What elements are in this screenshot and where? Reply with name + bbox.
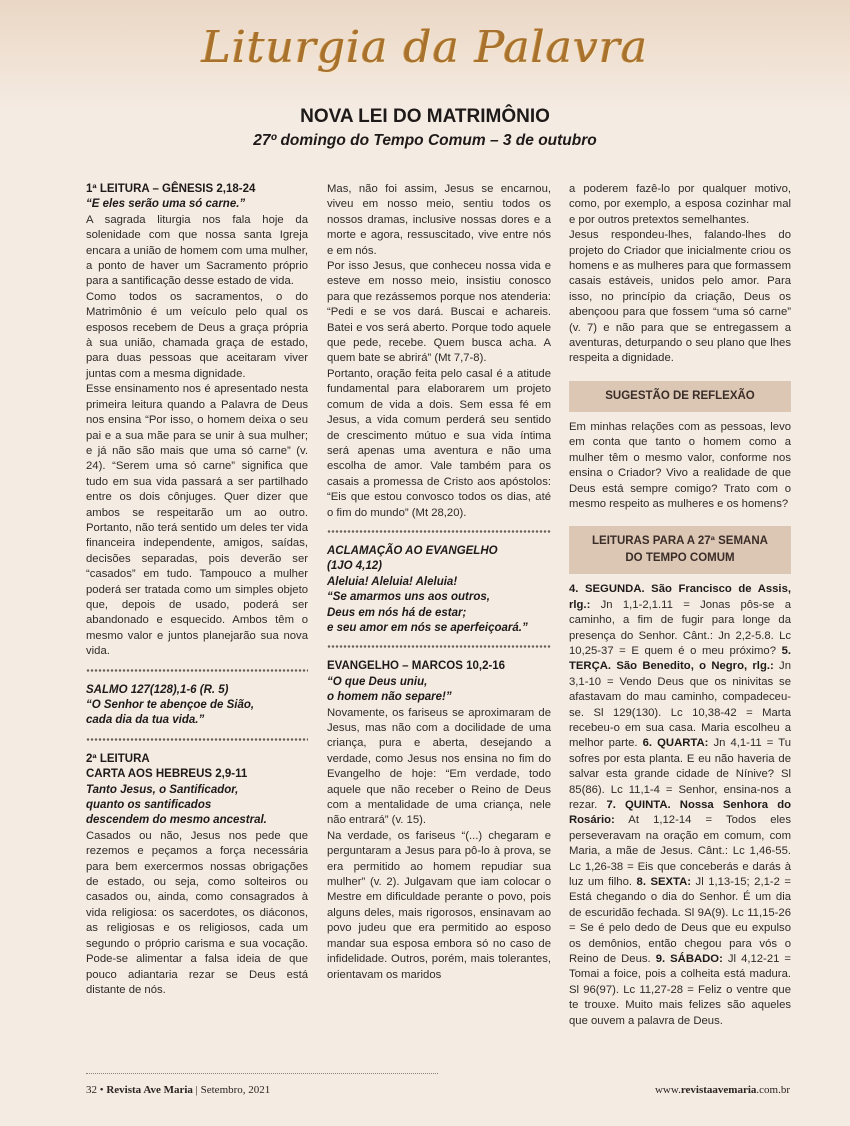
reading1-heading: 1ª LEITURA – GÊNESIS 2,18-24 [86,183,256,195]
gospel-paragraph: Na verdade, os fariseus “(...) chegaram e perguntaram a Jesus para pô-lo à prova, se era permitido ao homem repudiar sua mulher” (v. 2). Julgavam que iam colocar o Mestre em dificuldade perante o povo, pois alguns deles, mais rigorosos, ensinavam ao povo judeu que era permitido ao esposo mandar sua esposa embora só no caso de infidelidade. Outros, porém, mais tolerantes, orientavam os maridos [327,829,551,981]
day-label: 5. TERÇA. São Benedito, o Negro, rlg.: [569,644,791,673]
day-label: 7. QUINTA. Nossa Senhora do Rosário: [569,799,792,827]
body-paragraph: a poderem fazê-lo por qualquer motivo, como, por exemplo, a esposa cozinhar mal e por outros pretextos semelhantes. [569,183,791,226]
week-readings-list [569,582,791,1029]
article-subtitle: 27º domingo do Tempo Comum – 3 de outubro [253,132,597,149]
psalm-line: cada dia da tua vida.” [86,714,205,727]
article-title: NOVA LEI DO MATRIMÔNIO [300,106,550,127]
week-heading-line: DO TEMPO COMUM [625,552,735,565]
body-paragraph: Por isso Jesus, que conheceu nossa vida e esteve em nosso meio, insistiu conosco para que rezássemos porque nos atenderia: “Pedi e se vos dará. Buscai e achareis. Batei e vos será aberto. Porque todo aquele que pede, recebe. Quem busca acha. A quem bate se abrirá” (Mt 7,7-8). [327,260,551,365]
day-readings: Jl 4,12-21 = Tomai a foice, pois a colheita está madura. Sl 96(97). Lc 11,27-28 = Feliz o ventre que te trouxe. Muito mais felizes são aqueles que ouvem a palavra de Deus. [569,953,792,1027]
day-label: 8. SEXTA: [636,876,692,889]
url-suffix: .com.br [756,1084,790,1096]
gospel-quote: o homem não separe!” [327,691,452,704]
body-paragraph: Portanto, oração feita pelo casal é a atitude fundamental para elaborarem um projeto comum de vida a dois. Sem essa fé em Jesus, a vida comum perderá seu sentido de crescimento mútuo e sua vida íntima será apenas uma aventura e não uma escolha de amor. Vale também para os casais a promessa de Cristo aos apóstolos: “Eis que estou convosco todos os dias, até o fim do mundo” (Mt 28,20). [327,367,551,519]
gospel-quote: “O que Deus uniu, [327,675,428,688]
day-label: 6. QUARTA: [642,737,709,750]
week-heading-line: LEITURAS PARA A 27ª SEMANA [592,535,768,548]
reading2-quote: descendem do mesmo ancestral. [86,814,267,827]
body-paragraph: Jesus respondeu-lhes, falando-lhes do projeto do Criador que inicialmente criou os homens e as mulheres para que formassem casais estáveis, unidos pelo amor. Para isso, no princípio da criação, Deus os abençoou para que fossem “uma só carne” (v. 7) e não para que se entregassem a aventuras, deturpando o seu plano que lhes respeita a dignidade. [569,229,791,365]
gospel-heading: EVANGELHO – MARCOS 10,2-16 [327,660,506,673]
column-2 [327,182,551,983]
dotted-separator [327,529,551,534]
page-number: 32 • [86,1084,104,1096]
dotted-separator [86,668,308,673]
reading1-paragraph: A sagrada liturgia nos fala hoje da solenidade com que nossa santa Igreja encara a união de homem com uma mulher, a ponto de haver um Sacramento próprio para a santificação desse estado de vida. [86,213,308,288]
day-label: 4. SEGUNDA. São Francisco de Assis, rlg.: [569,583,791,611]
day-label: 9. SÁBADO: [655,953,723,966]
acclamation-line: Aleluia! Aleluia! Aleluia! [327,575,458,588]
reading2-quote: Tanto Jesus, o Santificador, [86,783,239,796]
reading2-subheading: CARTA AOS HEBREUS 2,9-11 [86,768,248,781]
acclamation-reference: (1JO 4,12) [327,560,382,573]
day-readings: Jl 1,13-15; 2,1-2 = Está chegando o dia do Senhor. É um dia de escuridão fechada. Sl 9A(9). Lc 11,15-26 = Se é pelo dedo de Deus que eu expulso os demônios, então chegou para vós o Reino de Deus. [569,876,792,966]
day-readings: At 1,12-14 = Todos eles perseveravam na oração em comum, com Maria, a mãe de Jesus. Cânt.: Lc 1,46-55. Lc 1,26-38 = Eis que conceberás e darás à luz um filho. [569,814,791,889]
reflection-heading: SUGESTÃO DE REFLEXÃO [569,381,791,412]
reading1-paragraph: Esse ensinamento nos é apresentado nesta primeira leitura quando a Palavra de Deus nos ensina “Por isso, o homem deixa o seu pai e a sua mãe para se unir à sua mulher; e já não são mais que uma só carne” (v. 24). “Serem uma só carne” significa que tudo em sua vida passará a ser partilhado entre os dois cônjuges. Quer dizer que ambos se respeitarão um ao outro. Portanto, não terá sentido um deles ter vida financeira independente, amigos, saídas, decisões separadas, pois deverão ser “casados” em tudo. Tampouco a mulher poderá ser tratada como um simples objeto que, depois de usado, poderá ser abandonado e esquecido. Ambos têm o mesmo valor e juntos planejarão sua nova vida. [86,383,308,658]
footer-divider: | [195,1084,198,1096]
reflection-text: Em minhas relações com as pessoas, levo em conta que tanto o homem como a mulher têm o mesmo valor, conforme nos ensina o Criador? Vivo a realidade de que Deus está sempre comigo? Trato com o mesmo respeito as mulheres e os homens? [569,420,791,510]
dotted-separator [86,737,308,742]
psalm-line: “O Senhor te abençoe de Sião, [86,699,255,711]
footer-credit [86,1084,270,1096]
dotted-separator [327,644,551,649]
reading1-quote: “E eles serão uma só carne.” [86,198,246,211]
week-readings-heading [569,526,791,574]
column-3 [569,182,791,1029]
day-readings: Jn 3,1-10 = Vendo Deus que os ninivitas se afastavam do mau caminho, compadeceu-se. Sl 129(130). Lc 10,38-42 = Marta recebeu-o em sua casa. Maria escolheu a melhor parte. [569,660,791,750]
section-title: Liturgia da Palavra [201,22,649,73]
gospel-paragraph: Novamente, os fariseus se aproximaram de Jesus, mas não com a docilidade de uma criança, pura e aberta, desejando a verdade, como Jesus nos ensina no fim do Evangelho de hoje: “Em verdade, todo aquele que não receber o Reino de Deus com a mentalidade de uma criança, nele não entrará” (v. 15). [327,706,551,827]
url-prefix: www. [654,1084,681,1096]
url-domain: revistaavemaria [680,1084,757,1096]
reading2-quote: quanto os santificados [86,799,212,812]
column-1 [86,182,308,998]
reading2-heading: 2ª LEITURA [86,752,150,765]
acclamation-line: e seu amor em nós se aperfeiçoará.” [327,621,528,634]
reading1-paragraph: Como todos os sacramentos, o do Matrimônio é um veículo pelo qual os esposos recebem de Deus a graça própria à sua união, chamada graça de estado, para duas pessoas que aceitaram viver juntas com a mesma dignidade. [86,290,308,380]
acclamation-line: Deus em nós há de estar; [327,606,467,619]
website-link[interactable] [655,1084,790,1096]
day-readings: Jn 1,1-2,1.11 = Jonas pôs-se a caminho, a fim de fugir para longe da presença do Senhor. Cânt.: Jn 2,2-5.8. Lc 10,25-37 = E quem é o meu próximo? [569,598,791,657]
psalm-heading: SALMO 127(128),1-6 (R. 5) [86,683,229,696]
footer-rule [86,1073,438,1074]
acclamation-line: “Se amarmos uns aos outros, [327,591,490,604]
issue-date: Setembro, 2021 [200,1084,271,1096]
magazine-name: Revista Ave Maria [106,1084,193,1096]
body-paragraph: Mas, não foi assim, Jesus se encarnou, viveu em nosso meio, sentiu todos os nossos dramas, inclusive nossas dores e a morte e agora, ressuscitado, vive entre nós e em nós. [327,183,551,257]
reading2-paragraph: Casados ou não, Jesus nos pede que rezemos e peçamos a força necessária para bem exercermos nossas obrigações de estado, ou seja, como solteiros ou casados ou, ainda, como consagrados à vida religiosa: os sacerdotes, os diáconos, as religiosas e os religiosos, cada um segundo o próprio carisma e sua vocação. Pode-se alimentar a falsa ideia de que pouco adiantaria rezar se Deus está distante de nós. [86,829,308,996]
acclamation-heading: ACLAMAÇÃO AO EVANGELHO [327,544,498,557]
day-readings: Jn 4,1-11 = Tu sofres por esta planta. E eu não haveria de salvar esta grande cidade de Nínive? Sl 85(86). Lc 11,1-4 = Senhor, ensina-nos a rezar. [569,737,792,811]
